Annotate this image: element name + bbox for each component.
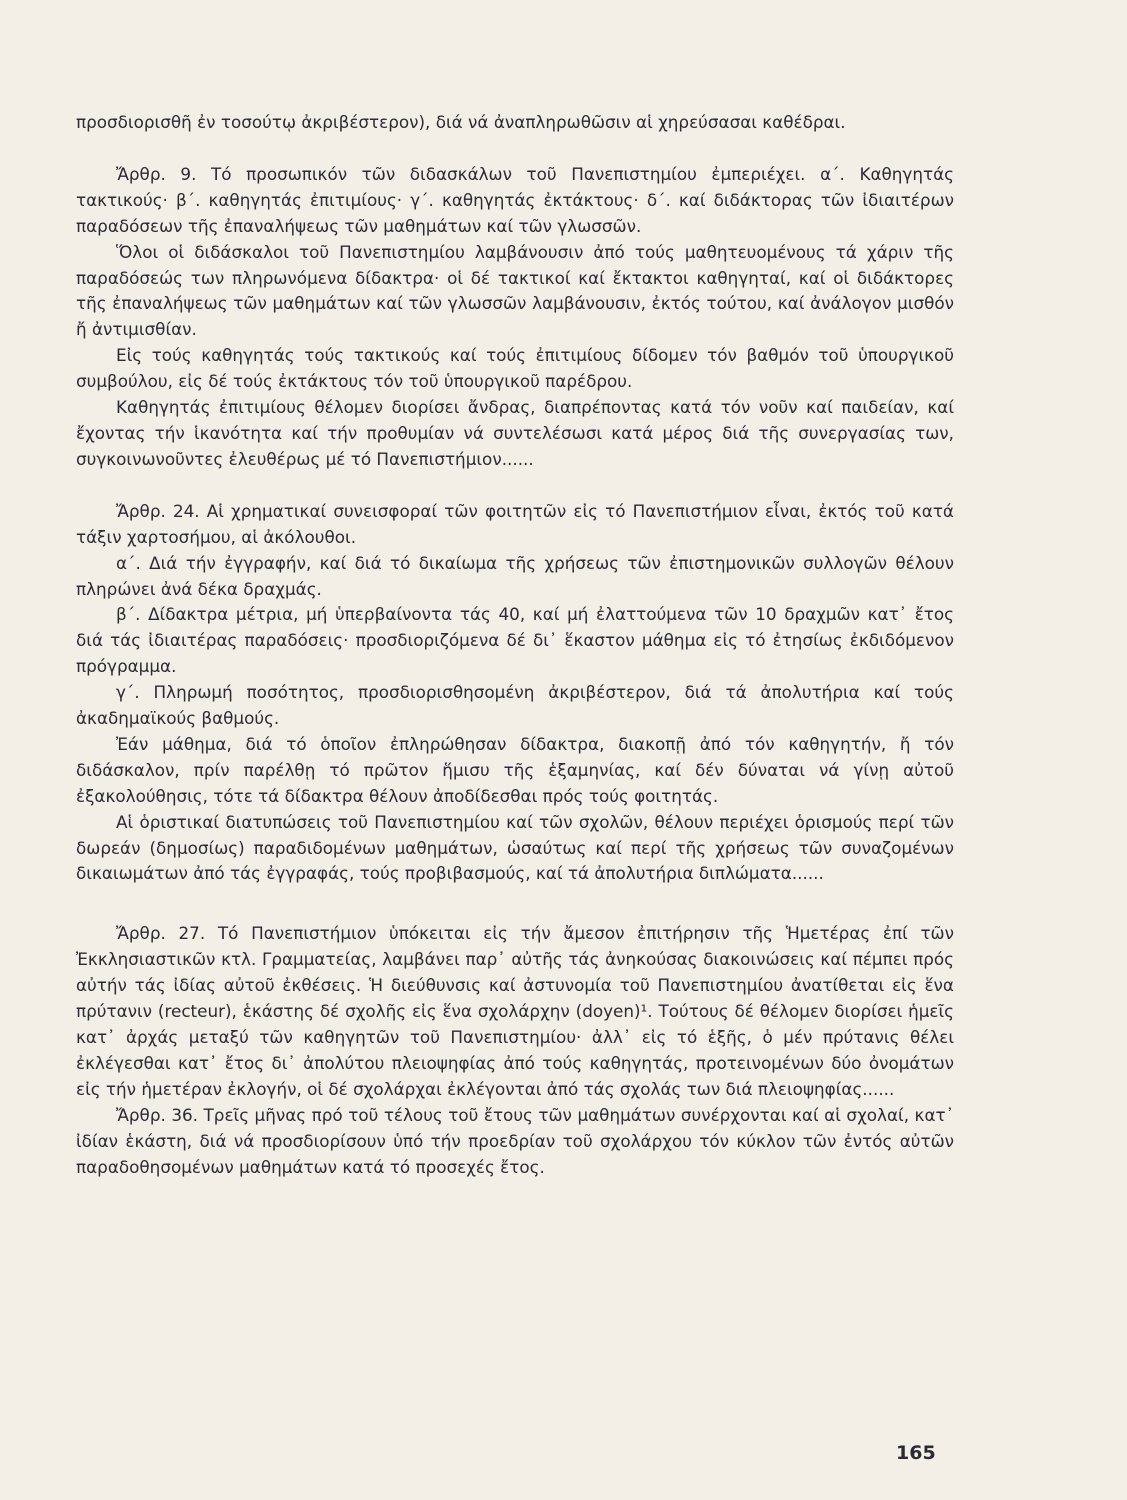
body-text [76,110,954,1180]
paragraph-article-36: Ἄρθρ. 36. Τρεῖς μῆνας πρό τοῦ τέλους τοῦ ἔτους τῶν μαθημάτων συνέρχονται καί αἱ σχολαί, κατ᾽ ἰδίαν ἑκάστη, διά νά προσδιορίσουν ὑπό τήν προεδρίαν τοῦ σχολάρχου τόν κύκλον τῶν ἐντός αὐτῶν παραδοθησομένων μαθημάτων κατά τό προσεχές ἔτος. [76,1104,954,1177]
paragraph: Καθηγητάς ἐπιτιμίους θέλομεν διορίσει ἄνδρας, διαπρέποντας κατά τόν νοῦν καί παιδείαν, καί ἔχοντας τήν ἱκανότητα καί τήν προθυμίαν νά συντελέσωσι κατά μέρος διά τῆς συνεργασίας των, συγκοινωνοῦντες ἐλευθέρως μέ τό Πανεπιστήμιον...... [76,397,954,469]
paragraph: προσδιορισθῆ ἐν τοσούτῳ ἀκριβέστερον), διά νά ἀναπληρωθῶσιν αἱ χηρεύσασαι καθέδραι. [76,112,846,132]
paragraph: γ΄. Πληρωμή ποσότητος, προσδιορισθησομένη ἀκριβέστερον, διά τά ἀπολυτήρια καί τούς ἀκαδημαϊκούς βαθμούς. [76,682,954,729]
page-number: 165 [896,1442,936,1464]
paragraph: Ὅλοι οἱ διδάσκαλοι τοῦ Πανεπιστημίου λαμβάνουσιν ἀπό τούς μαθητευομένους τά χάριν τῆς παραδόσεώς των πληρωνόμενα δίδακτρα· οἱ δέ τακτικοί καί ἔκτακτοι καθηγηταί, καί οἱ διδάκτορες τῆς ἐπαναλήψεως τῶν μαθημάτων καί τῶν γλωσσῶν λαμβάνουσιν, ἐκτός τούτου, καί ἀνάλογον μισθόν ἤ ἀντιμισθίαν. [76,241,954,340]
paragraph-article-9: Ἄρθρ. 9. Τό προσωπικόν τῶν διδασκάλων τοῦ Πανεπιστημίου ἐμπεριέχει. α΄. Καθηγητάς τακτικούς· β΄. καθηγητάς ἐπιτιμίους· γ΄. καθηγητάς ἐκτάκτους· δ΄. καί διδάκτορας τῶν ἰδιαιτέρων παραδόσεων τῆς ἐπαναλήψεως τῶν μαθημάτων καί τῶν γλωσσῶν. [76,163,954,236]
paragraph: Εἰς τούς καθηγητάς τούς τακτικούς καί τούς ἐπιτιμίους δίδομεν τόν βαθμόν τοῦ ὑπουργικοῦ συμβούλου, εἰς δέ τούς ἐκτάκτους τόν τοῦ ὑπουργικοῦ παρέδρου. [76,345,954,392]
paragraph-article-27: Ἄρθρ. 27. Τό Πανεπιστήμιον ὑπόκειται εἰς τήν ἄμεσον ἐπιτήρησιν τῆς Ἡμετέρας ἐπί τῶν Ἐκκλησιαστικῶν κτλ. Γραμματείας, λαμβάνει παρ᾽ αὐτῆς τάς ἀνηκούσας διακοινώσεις καί πέμπει πρός αὐτήν τάς ἰδίας αὐτοῦ ἐκθέσεις. Ἡ διεύθυνσις καί ἀστυνομία τοῦ Πανεπιστημίου ἀνατίθεται εἰς ἕνα πρύτανιν (recteur), ἑκάστης δέ σχολῆς εἰς ἕνα σχολάρχην (doyen)¹. Τούτους δέ θέλομεν διορίσει ἡμεῖς κατ᾽ ἀρχάς μεταξύ τῶν καθηγητῶν τοῦ Πανεπιστημίου· ἀλλ᾽ εἰς τό ἑξῆς, ὁ μέν πρύτανις θέλει ἐκλέγεσθαι κατ᾽ ἔτος δι᾽ ἀπολύτου πλειοψηφίας ἀπό τούς καθηγητάς, προτεινομένων δύο ὀνομάτων εἰς τήν ἡμετέραν ἐκλογήν, οἱ δέ σχολάρχαι ἐκλέγονται ἀπό τάς σχολάς των διά πλειοψηφίας...... [76,923,954,1099]
paragraph: Ἐάν μάθημα, διά τό ὁποῖον ἐπληρώθησαν δίδακτρα, διακοπῇ ἀπό τόν καθηγητήν, ἤ τόν διδάσκαλον, πρίν παρέλθῃ τό πρῶτον ἥμισυ τῆς ἑξαμηνίας, καί δέν δύναται νά γίνῃ αὐτοῦ ἐξακολούθησις, τότε τά δίδακτρα θέλουν ἀποδίδεσθαι πρός τούς φοιτητάς. [76,733,954,806]
paragraph: α΄. Διά τήν ἐγγραφήν, καί διά τό δικαίωμα τῆς χρήσεως τῶν ἐπιστημονικῶν συλλογῶν θέλουν πληρώνει ἀνά δέκα δραχμάς. [76,552,954,599]
paragraph: Αἱ ὁριστικαί διατυπώσεις τοῦ Πανεπιστημίου καί τῶν σχολῶν, θέλουν περιέχει ὁρισμούς περί τῶν δωρεάν (δημοσίως) παραδιδομένων μαθημάτων, ὡσαύτως καί περί τῆς χρήσεως τῶν συναζομένων δικαιωμάτων ἀπό τάς ἐγγραφάς, τούς προβιβασμούς, καί τά ἀπολυτήρια διπλώματα...... [76,811,954,884]
paragraph: β΄. Δίδακτρα μέτρια, μή ὑπερβαίνοντα τάς 40, καί μή ἐλαττούμενα τῶν 10 δραχμῶν κατ᾽ ἔτος διά τάς ἰδιαιτέρας παραδόσεις· προσδιοριζόμενα δέ δι᾽ ἕκαστον μάθημα εἰς τό ἐτησίως ἐκδιδόμενον πρόγραμμα. [76,604,954,677]
paragraph-article-24: Ἄρθρ. 24. Αἱ χρηματικαί συνεισφοραί τῶν φοιτητῶν εἰς τό Πανεπιστήμιον εἶναι, ἐκτός τοῦ κατά τάξιν χαρτοσήμου, αἱ ἀκόλουθοι. [76,500,954,547]
